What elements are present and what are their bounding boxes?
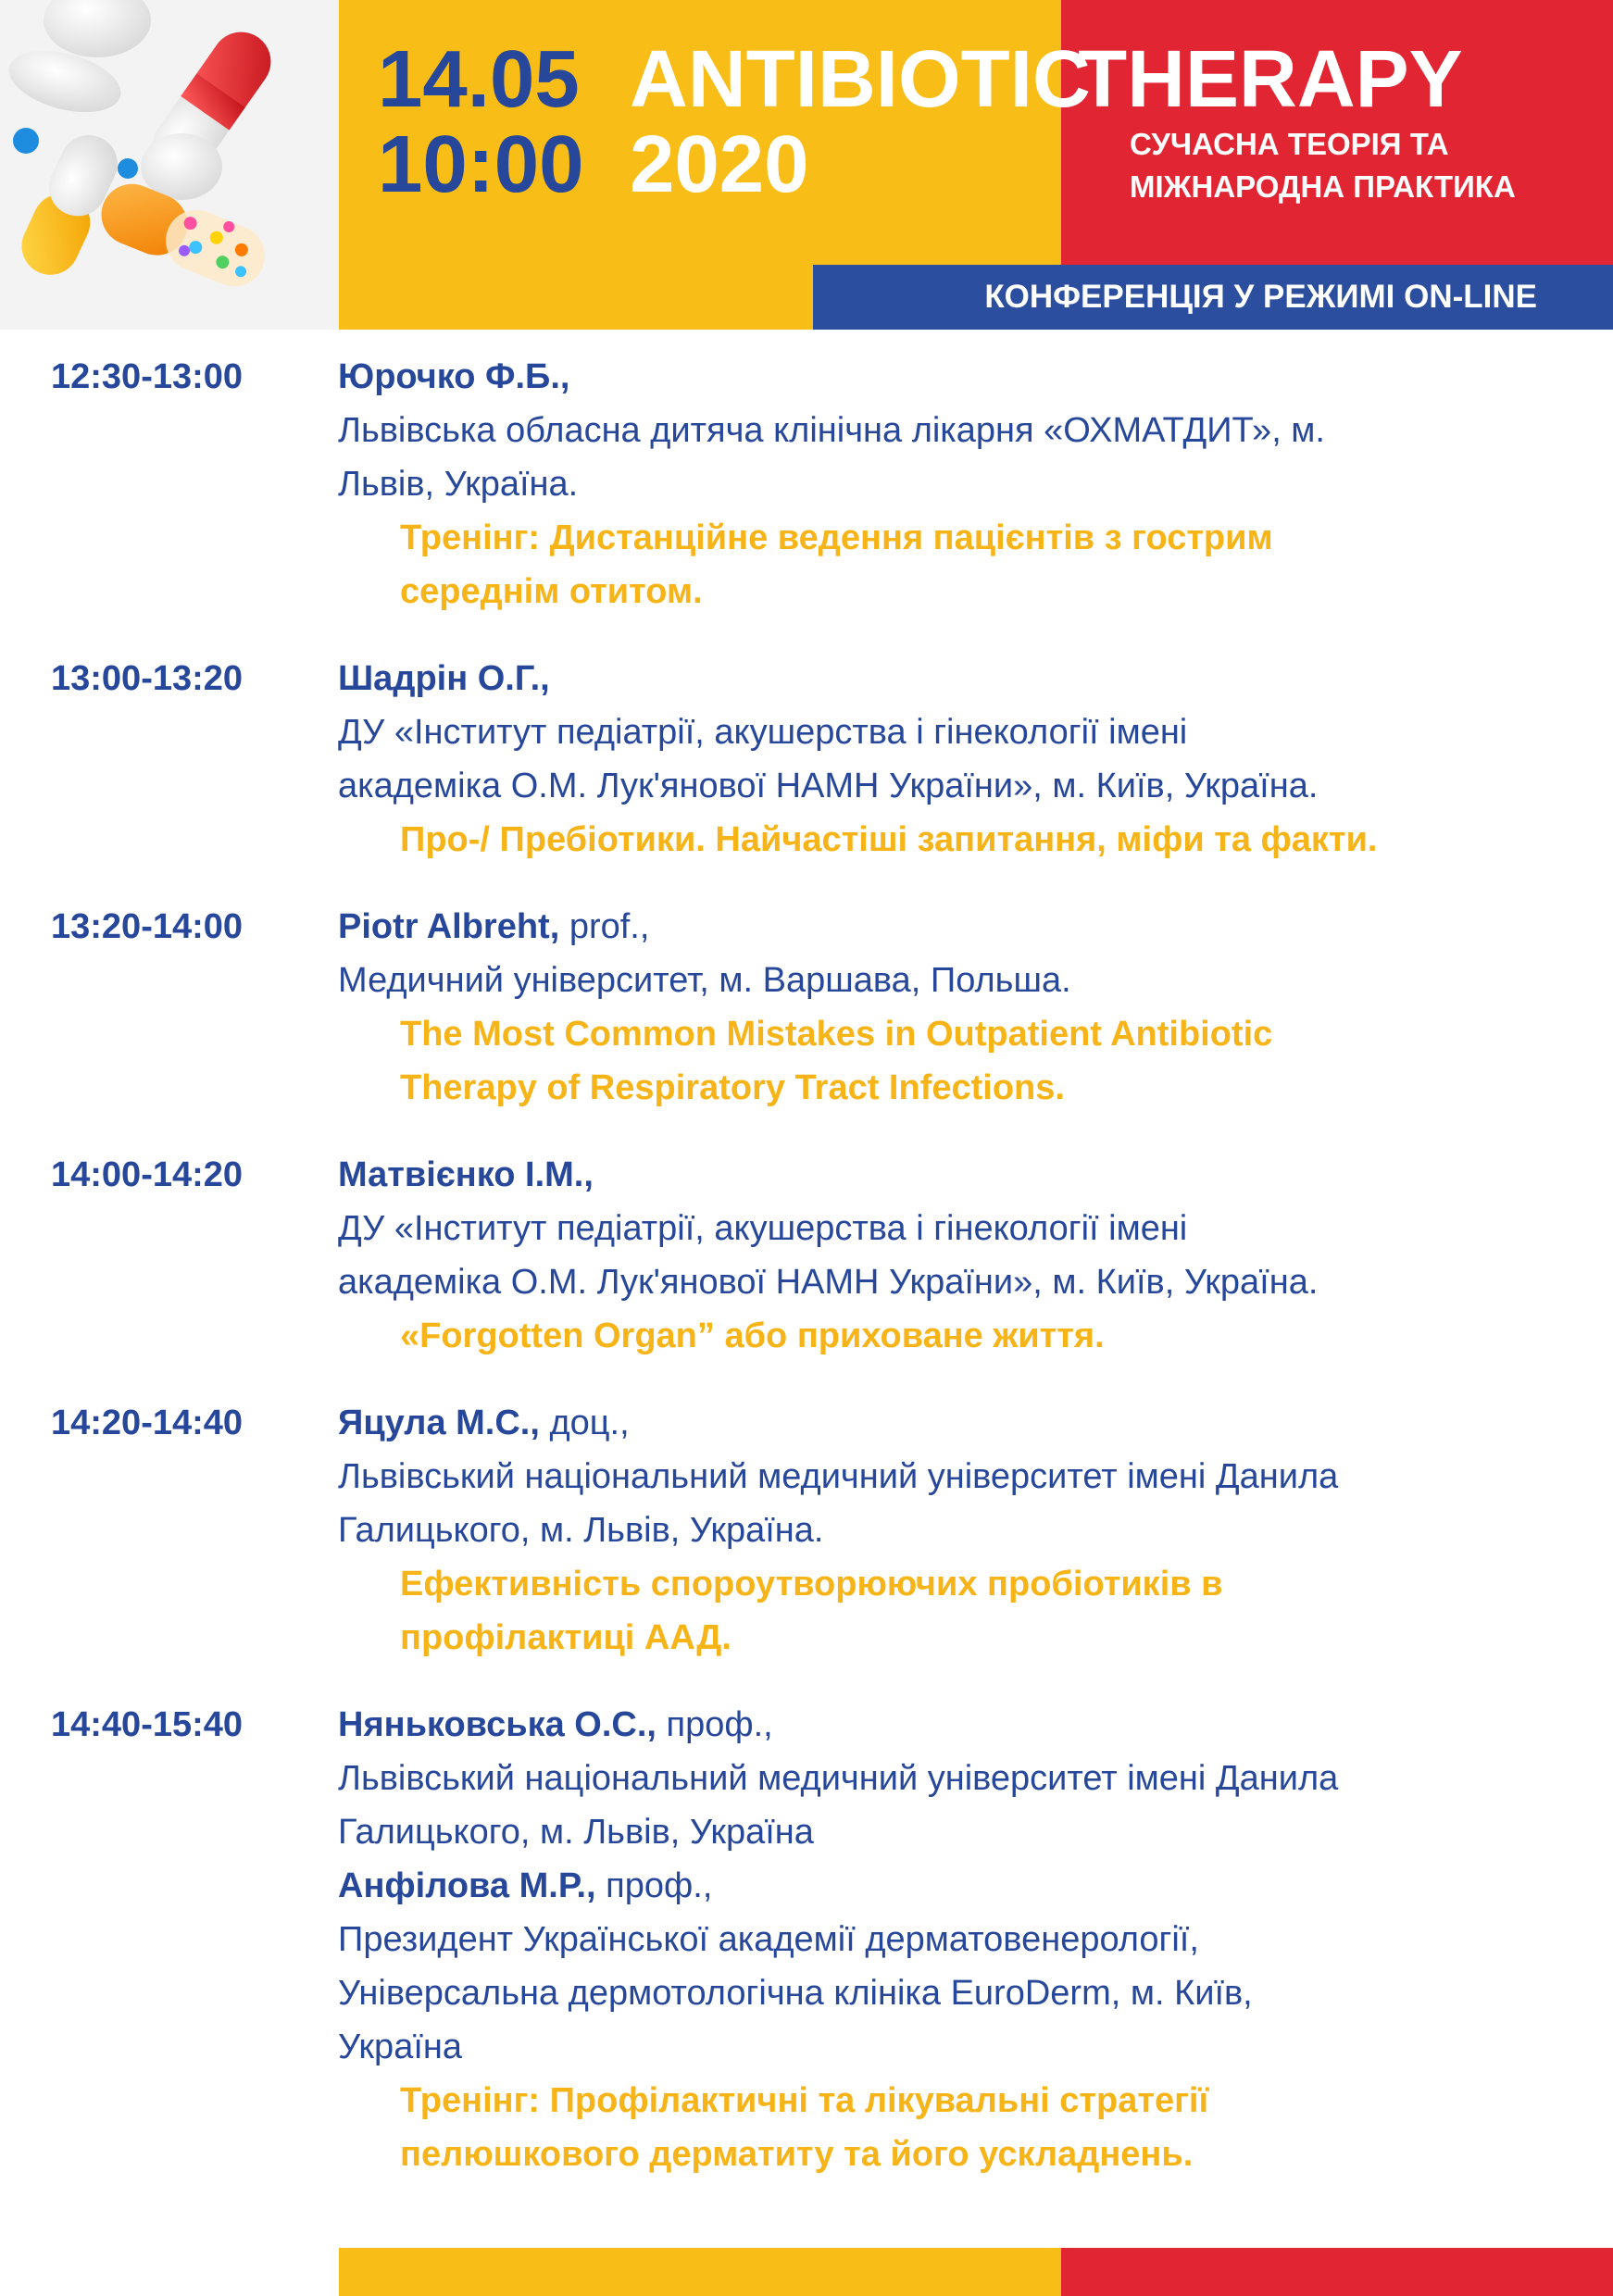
speaker-affiliation: Львівський національний медичний університет імені Данила bbox=[338, 1457, 1339, 1496]
speaker-affiliation: Львівська обласна дитяча клінічна лікарня «ОХМАТДИТ», м. bbox=[338, 411, 1325, 450]
speaker-line bbox=[338, 350, 1569, 404]
speaker-affiliation: Президент Української академії дерматовенерології, bbox=[338, 1920, 1199, 1959]
pills-illustration bbox=[0, 0, 339, 330]
speaker-name: Няньковська О.С., bbox=[338, 1705, 656, 1744]
speaker-affiliation: Львів, Україна. bbox=[338, 465, 579, 504]
session-topic: Тренінг: Профілактичні та лікувальні стратегії bbox=[400, 2081, 1209, 2120]
speaker-name: Шадрін О.Г., bbox=[338, 659, 550, 698]
session-details bbox=[338, 350, 1569, 618]
speaker-name: Piotr Albreht, bbox=[338, 907, 560, 946]
session-details bbox=[338, 900, 1569, 1115]
title-left bbox=[630, 34, 1091, 209]
speaker-title: доц., bbox=[539, 1404, 630, 1442]
speaker-title: проф., bbox=[595, 1866, 713, 1905]
session-topic: профілактиці ААД. bbox=[400, 1618, 731, 1657]
speaker-name: Анфілова М.Р., bbox=[338, 1866, 596, 1905]
session-time: 14:40-15:40 bbox=[51, 1705, 244, 1744]
subtitle-line-1: СУЧАСНА ТЕОРІЯ ТА bbox=[1130, 127, 1449, 161]
speaker-line bbox=[338, 1698, 1569, 1752]
title-year: 2020 bbox=[630, 119, 809, 209]
session-topic: Therapy of Respiratory Tract Infections. bbox=[400, 1068, 1065, 1107]
program-session bbox=[0, 1698, 1613, 2181]
footer-yellow-band bbox=[339, 2248, 1061, 2296]
speaker-affiliation: Галицького, м. Львів, Україна bbox=[338, 1813, 814, 1852]
speaker-name: Юрочко Ф.Б., bbox=[338, 357, 570, 396]
session-time: 14:00-14:20 bbox=[51, 1155, 244, 1194]
event-date: 14.05 bbox=[378, 34, 580, 124]
speaker-affiliation: Галицького, м. Львів, Україна. bbox=[338, 1511, 824, 1550]
speaker-affiliation: академіка О.М. Лук'янової НАМН України», м. Київ, Україна. bbox=[338, 767, 1319, 805]
session-details bbox=[338, 1396, 1569, 1665]
program-list bbox=[0, 350, 1613, 2181]
speaker-affiliation: ДУ «Інститут педіатрії, акушерства і гінекології імені bbox=[338, 713, 1188, 752]
session-time: 14:20-14:40 bbox=[51, 1404, 244, 1442]
pills-icon bbox=[0, 0, 339, 330]
speaker-line bbox=[338, 1396, 1569, 1450]
session-topic: Тренінг: Дистанційне ведення пацієнтів з гострим bbox=[400, 518, 1273, 557]
title-word-antibiotic: ANTIBIOTIC bbox=[630, 34, 1091, 124]
event-time: 10:00 bbox=[378, 119, 584, 209]
speaker-title: prof., bbox=[559, 907, 650, 946]
session-topic: пелюшкового дерматиту та його ускладнень. bbox=[400, 2135, 1194, 2174]
session-topic: The Most Common Mistakes in Outpatient Antibiotic bbox=[400, 1015, 1273, 1054]
speaker-line bbox=[338, 1859, 1569, 1913]
title-word-therapy: THERAPY bbox=[1078, 34, 1463, 124]
speaker-line bbox=[338, 652, 1569, 705]
speaker-affiliation: академіка О.М. Лук'янової НАМН України», м. Київ, Україна. bbox=[338, 1263, 1319, 1302]
speaker-affiliation: Україна bbox=[338, 2028, 463, 2066]
speaker-line bbox=[338, 1148, 1569, 1202]
online-conference-label: КОНФЕРЕНЦІЯ У РЕЖИМІ ON-LINE bbox=[984, 279, 1537, 315]
session-time: 13:00-13:20 bbox=[51, 659, 244, 698]
session-details bbox=[338, 1698, 1569, 2181]
speaker-affiliation: Львівський національний медичний університет імені Данила bbox=[338, 1759, 1339, 1798]
program-session bbox=[0, 1148, 1613, 1363]
session-time: 13:20-14:00 bbox=[51, 907, 244, 946]
session-topic: «Forgotten Organ” або приховане життя. bbox=[400, 1316, 1105, 1355]
session-details bbox=[338, 652, 1569, 867]
conference-subtitle bbox=[1130, 123, 1516, 208]
subtitle-line-2: МІЖНАРОДНА ПРАКТИКА bbox=[1130, 169, 1516, 204]
session-topic: Про-/ Пребіотики. Найчастіші запитання, міфи та факти. bbox=[400, 820, 1378, 859]
session-topic: середнім отитом. bbox=[400, 572, 703, 611]
speaker-name: Яцула М.С., bbox=[338, 1404, 540, 1442]
program-session bbox=[0, 652, 1613, 867]
speaker-affiliation: ДУ «Інститут педіатрії, акушерства і гінекології імені bbox=[338, 1209, 1188, 1248]
event-datetime bbox=[378, 34, 600, 209]
footer-red-band bbox=[1061, 2248, 1613, 2296]
program-session bbox=[0, 350, 1613, 618]
program-session bbox=[0, 1396, 1613, 1665]
speaker-affiliation: Універсальна дермотологічна клініка EuroDerm, м. Київ, bbox=[338, 1974, 1253, 2013]
session-details bbox=[338, 1148, 1569, 1363]
speaker-affiliation: Медичний університет, м. Варшава, Польша. bbox=[338, 961, 1071, 1000]
speaker-title: проф., bbox=[656, 1705, 773, 1744]
speaker-name: Матвієнко І.М., bbox=[338, 1155, 594, 1194]
speaker-line bbox=[338, 900, 1569, 954]
program-session bbox=[0, 900, 1613, 1115]
session-time: 12:30-13:00 bbox=[51, 357, 244, 396]
session-topic: Ефективність спороутворюючих пробіотиків в bbox=[400, 1565, 1223, 1603]
